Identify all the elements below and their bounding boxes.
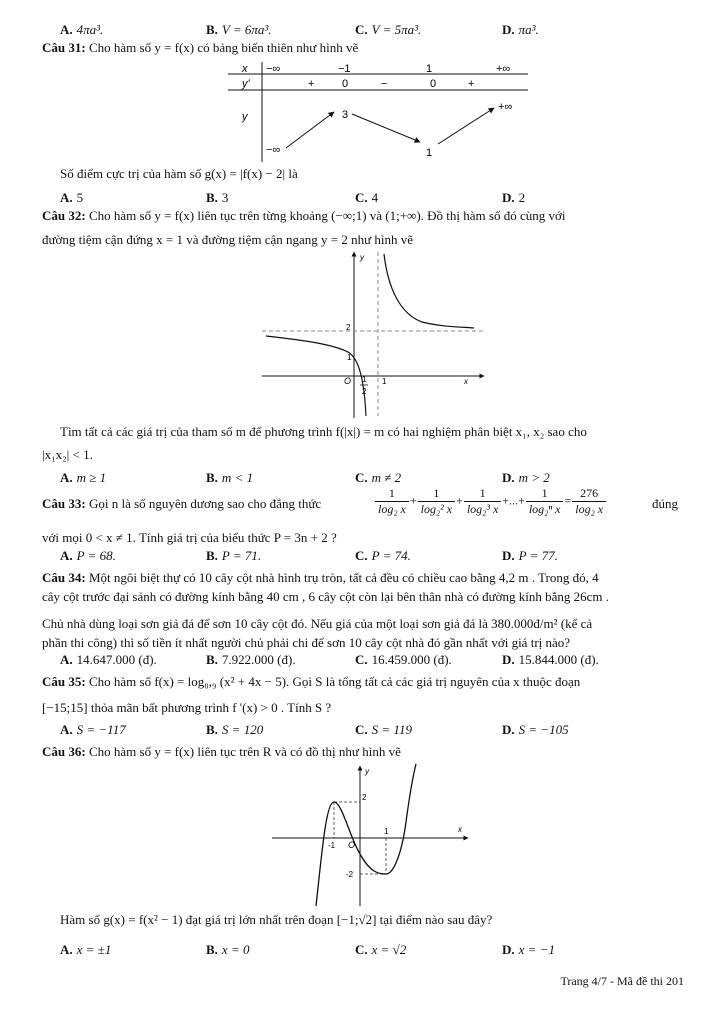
- q36-x-label: x: [458, 825, 462, 834]
- q34-option-c: C. 16.459.000 (đ).: [355, 652, 452, 667]
- q36-stem: Câu 36: Cho hàm số y = f(x) liên tục trên R và có đồ thị như hình vẽ: [42, 744, 401, 759]
- q31-stem: Câu 31: Cho hàm số y = f(x) có bảng biến thiên như hình vẽ: [42, 40, 359, 55]
- q32-tick-2: 2: [346, 323, 351, 332]
- q32-x-label: x: [464, 377, 468, 386]
- q36-y-label: y: [365, 767, 369, 776]
- q33-frac-rhs: $\frac{276}{\text{log₂ x}}$: [572, 486, 606, 517]
- q30-option-c: C. V = 5πa³.: [355, 22, 422, 37]
- q32-graph: [262, 248, 488, 420]
- q32-question-1: Tìm tất cả các giá trị của tham số m để phương trình f(|x|) = m có hai nghiệm phân biệt x₁, x₂ sao cho: [60, 424, 587, 439]
- q32-y-label: y: [360, 253, 364, 262]
- q33-option-c: C. P = 74.: [355, 548, 411, 563]
- table-x-pos-inf: +∞: [496, 63, 511, 75]
- q33-frac-n: $\frac{1}{\text{log₂ⁿ x}}$: [526, 486, 564, 517]
- table-y-neg-inf: −∞: [266, 144, 281, 156]
- q33-frac-2: $\frac{1}{\text{log₂² x}}$: [418, 486, 455, 517]
- q34-line1: Câu 34: Một ngôi biệt thự có 10 cây cột nhà hình trụ tròn, tất cả đều có chiều cao bằng 4,2 m . Trong đó, 4: [42, 570, 599, 585]
- table-x-label: x: [242, 63, 248, 75]
- table-y-min: 1: [426, 147, 433, 159]
- table-y-label: y: [242, 111, 248, 123]
- q32-question-2: |x₁x₂| < 1.: [42, 447, 93, 462]
- q35-line1: Câu 35: Cho hàm số f(x) = log₀,₉ (x² + 4x − 5). Gọi S là tổng tất cả các giá trị nguyên của x thuộc đoạn: [42, 674, 581, 689]
- table-arrow-down: [352, 114, 420, 142]
- q36-question: Hàm số g(x) = f(x² − 1) đạt giá trị lớn nhất trên đoạn [−1;√2] tại điểm nào sau đây?: [60, 912, 493, 927]
- q31-option-b: B. 3: [206, 190, 229, 205]
- q32-tick-x1: 1: [382, 377, 387, 386]
- table-x-neg-one: −1: [338, 63, 351, 75]
- q32-curve-right: [384, 254, 474, 328]
- table-sign-1: +: [308, 78, 315, 90]
- table-arrow-up-2: [438, 108, 494, 144]
- table-sign-4: 0: [430, 78, 437, 90]
- q32-line1: Câu 32: Cho hàm số y = f(x) liên tục trên từng khoảng (−∞;1) và (1;+∞). Đồ thị hàm số đó cùng với: [42, 208, 566, 223]
- q35-option-c: C. S = 119: [355, 722, 412, 737]
- q31-variation-table: [228, 62, 528, 162]
- q31-option-d: D. 2: [502, 190, 526, 205]
- table-x-neg-inf: −∞: [266, 63, 281, 75]
- q36-origin-label: O: [348, 840, 356, 850]
- table-x-one: 1: [426, 63, 433, 75]
- q31-question: Số điểm cực trị của hàm số g(x) = |f(x) − 2| là: [60, 166, 298, 181]
- q36-graph: [272, 762, 472, 906]
- q30-option-b: B. V = 6πa³.: [206, 22, 272, 37]
- q32-option-d: D. m > 2: [502, 470, 550, 485]
- q36-tick-neg2: -2: [346, 870, 354, 879]
- q30-option-d: D. πa³.: [502, 22, 539, 37]
- q36-tick-1: 1: [384, 827, 389, 836]
- q34-option-b: B. 7.922.000 (đ).: [206, 652, 296, 667]
- q35-option-a: A. S = −117: [60, 722, 126, 737]
- q33-line2: với mọi 0 < x ≠ 1. Tính giá trị của biểu thức P = 3n + 2 ?: [42, 530, 337, 545]
- q36-option-a: A. x = ±1: [60, 942, 112, 957]
- q32-half-den: 2: [362, 387, 367, 396]
- q34-line3: Chủ nhà dùng loại sơn giả đá để sơn 10 cây cột đó. Nếu giá của một loại sơn giả đá là 380.000đ/m² (kể cả: [42, 616, 593, 631]
- q32-origin-label: O: [344, 376, 352, 386]
- q36-option-b: B. x = 0: [206, 942, 250, 957]
- q35-line2: [−15;15] thỏa mãn bất phương trình f '(x) > 0 . Tính S ?: [42, 700, 332, 715]
- q33-option-b: B. P = 71.: [206, 548, 262, 563]
- table-sign-2: 0: [342, 78, 349, 90]
- q35-option-d: D. S = −105: [502, 722, 569, 737]
- q31-option-c: C. 4: [355, 190, 379, 205]
- q33-option-a: A. P = 68.: [60, 548, 116, 563]
- table-y-pos-inf: +∞: [498, 101, 513, 113]
- q30-option-a: A. 4πa³.: [60, 22, 104, 37]
- q32-line2: đường tiệm cận đứng x = 1 và đường tiệm cận ngang y = 2 như hình vẽ: [42, 232, 414, 247]
- page-footer: Trang 4/7 - Mã đề thi 201: [560, 974, 684, 988]
- q32-tick-y1: 1: [347, 353, 352, 362]
- q33-frac-3: $\frac{1}{\text{log₂³ x}}$: [464, 486, 501, 517]
- table-y-max: 3: [342, 109, 349, 121]
- q35-option-b: B. S = 120: [206, 722, 264, 737]
- q32-half-num: 1: [362, 375, 367, 384]
- q31-option-a: A. 5: [60, 190, 84, 205]
- q32-option-c: C. m ≠ 2: [355, 470, 402, 485]
- q33-tail: đúng: [652, 496, 678, 511]
- q36-option-d: D. x = −1: [502, 942, 555, 957]
- q36-curve: [316, 764, 416, 906]
- q33-option-d: D. P = 77.: [502, 548, 558, 563]
- q36-tick-2: 2: [362, 793, 367, 802]
- table-yp-label: y': [242, 78, 250, 90]
- q32-option-b: B. m < 1: [206, 470, 254, 485]
- table-arrow-up-1: [286, 112, 334, 148]
- q33-equation: $\frac{1}{\text{log₂ x}}$ + $\frac{1}{\text{log₂² x}}$ + $\frac{1}{\text{log₂³ x}}$ +...+ $\frac{1}{\text{log₂ⁿ x}}$ = $\frac{276}{\text{log₂ x}}$: [374, 486, 607, 517]
- q33-stem: Câu 33: Gọi n là số nguyên dương sao cho đẳng thức: [42, 496, 322, 511]
- q34-line2: cây cột trước đại sảnh có đường kính bằng 40 cm , 6 cây cột còn lại bên thân nhà có đường kính bằng 26cm .: [42, 589, 610, 604]
- q32-option-a: A. m ≥ 1: [60, 470, 107, 485]
- table-sign-3: −: [381, 78, 388, 90]
- table-sign-5: +: [468, 78, 475, 90]
- q34-option-a: A. 14.647.000 (đ).: [60, 652, 157, 667]
- q33-frac-1: $\frac{1}{\text{log₂ x}}$: [375, 486, 409, 517]
- q34-line4: phần thi công) thì số tiền ít nhất người chủ phải chi để sơn 10 cây cột nhà đó gần nhất với giá trị nào?: [42, 635, 571, 650]
- q36-tick-neg1: -1: [328, 841, 336, 850]
- q36-option-c: C. x = √2: [355, 942, 407, 957]
- q34-option-d: D. 15.844.000 (đ).: [502, 652, 599, 667]
